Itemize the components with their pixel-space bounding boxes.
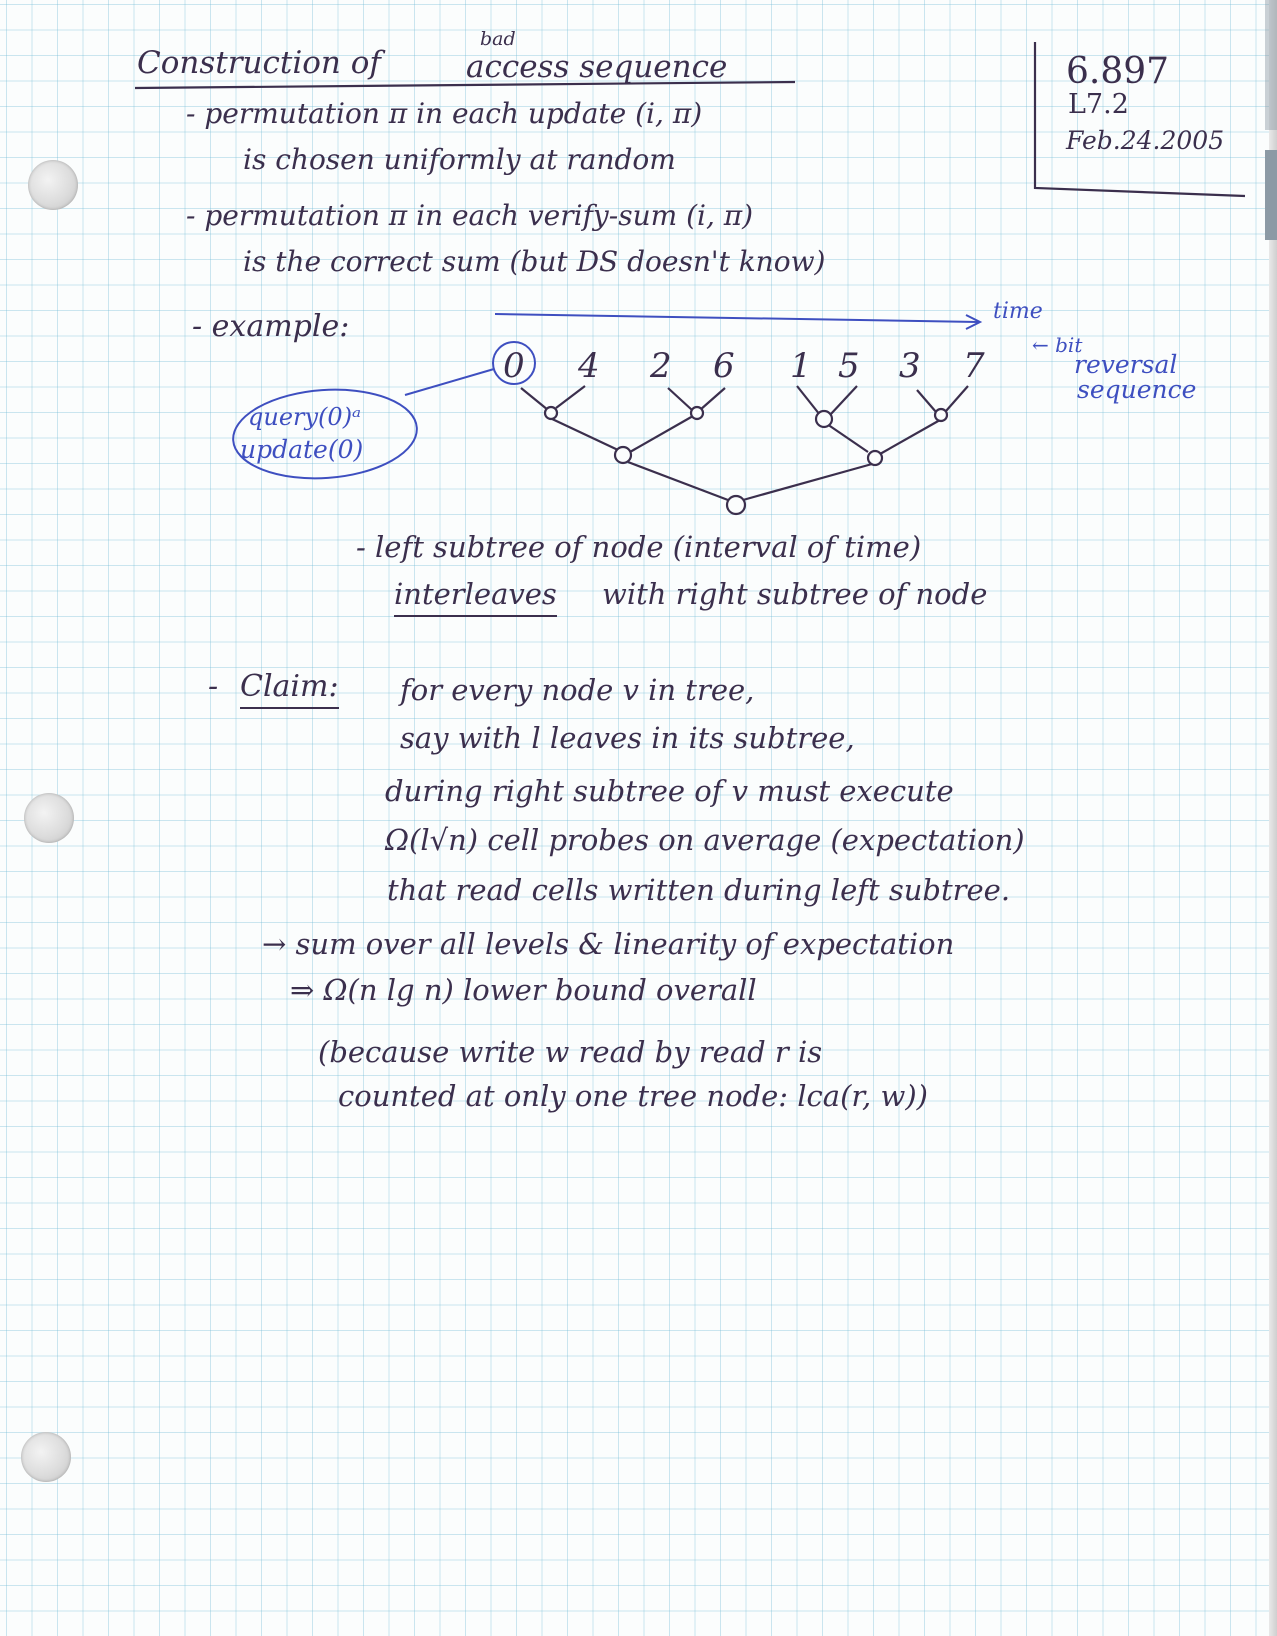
claim-label: Claim: (240, 672, 339, 709)
conclusion-line3: (because write w read by read r is (318, 1035, 823, 1069)
lecture-number: L7.2 (1068, 89, 1129, 120)
claim-line5: that read cells written during left subtree. (387, 873, 1011, 907)
claim-line1: for every node v in tree, (400, 673, 755, 707)
page-title: Construction of (137, 45, 381, 81)
leaf-label: 6 (713, 346, 735, 386)
claim-line2: say with l leaves in its subtree, (400, 721, 855, 755)
bullet-verify-line1: - permutation π in each verify-sum (i, π) (186, 199, 754, 232)
subtree-note-line2: with right subtree of node (602, 577, 988, 611)
conclusion-line1: → sum over all levels & linearity of expectation (262, 927, 955, 961)
leaf-label: 0 (503, 346, 525, 386)
query-bubble (230, 384, 420, 485)
leaf-label: 3 (899, 346, 921, 386)
interleaves-word: interleaves (394, 580, 557, 617)
leaf-label: 7 (963, 346, 985, 386)
query-label: query(0)ᵃ (248, 403, 362, 431)
reversal-label: reversal (1074, 350, 1178, 379)
claim-dash: - (208, 669, 219, 704)
sequence-label: sequence (1077, 375, 1197, 404)
bit-label: ← bit (1032, 333, 1083, 357)
bullet-update-line1: - permutation π in each update (i, π) (186, 97, 703, 130)
leaf-label: 1 (790, 346, 812, 386)
query-connector (405, 369, 494, 395)
time-label: time (993, 299, 1043, 324)
leaf-label: 2 (650, 346, 672, 386)
example-label: - example: (192, 309, 350, 344)
course-number: 6.897 (1066, 51, 1170, 92)
conclusion-line2: ⇒ Ω(n lg n) lower bound overall (290, 973, 757, 1007)
title-rest: access sequence (466, 49, 728, 85)
claim-line4: Ω(l√n) cell probes on average (expectation) (385, 823, 1025, 857)
conclusion-line4: counted at only one tree node: lca(r, w)) (338, 1079, 928, 1113)
leaf-label: 4 (578, 346, 600, 386)
update-label: update(0) (240, 435, 364, 464)
claim-line3: during right subtree of v must execute (385, 774, 954, 808)
title-insert: bad (480, 28, 516, 50)
tree-edges (521, 386, 968, 500)
bullet-update-line2: is chosen uniformly at random (243, 143, 676, 176)
time-arrow (495, 314, 978, 322)
subtree-note-line1: - left subtree of node (interval of time) (356, 530, 922, 564)
lecture-date: Feb.24.2005 (1066, 126, 1225, 155)
bullet-verify-line2: is the correct sum (but DS doesn't know) (243, 245, 826, 278)
tree-nodes (545, 407, 947, 514)
leaf-label: 5 (838, 346, 860, 386)
